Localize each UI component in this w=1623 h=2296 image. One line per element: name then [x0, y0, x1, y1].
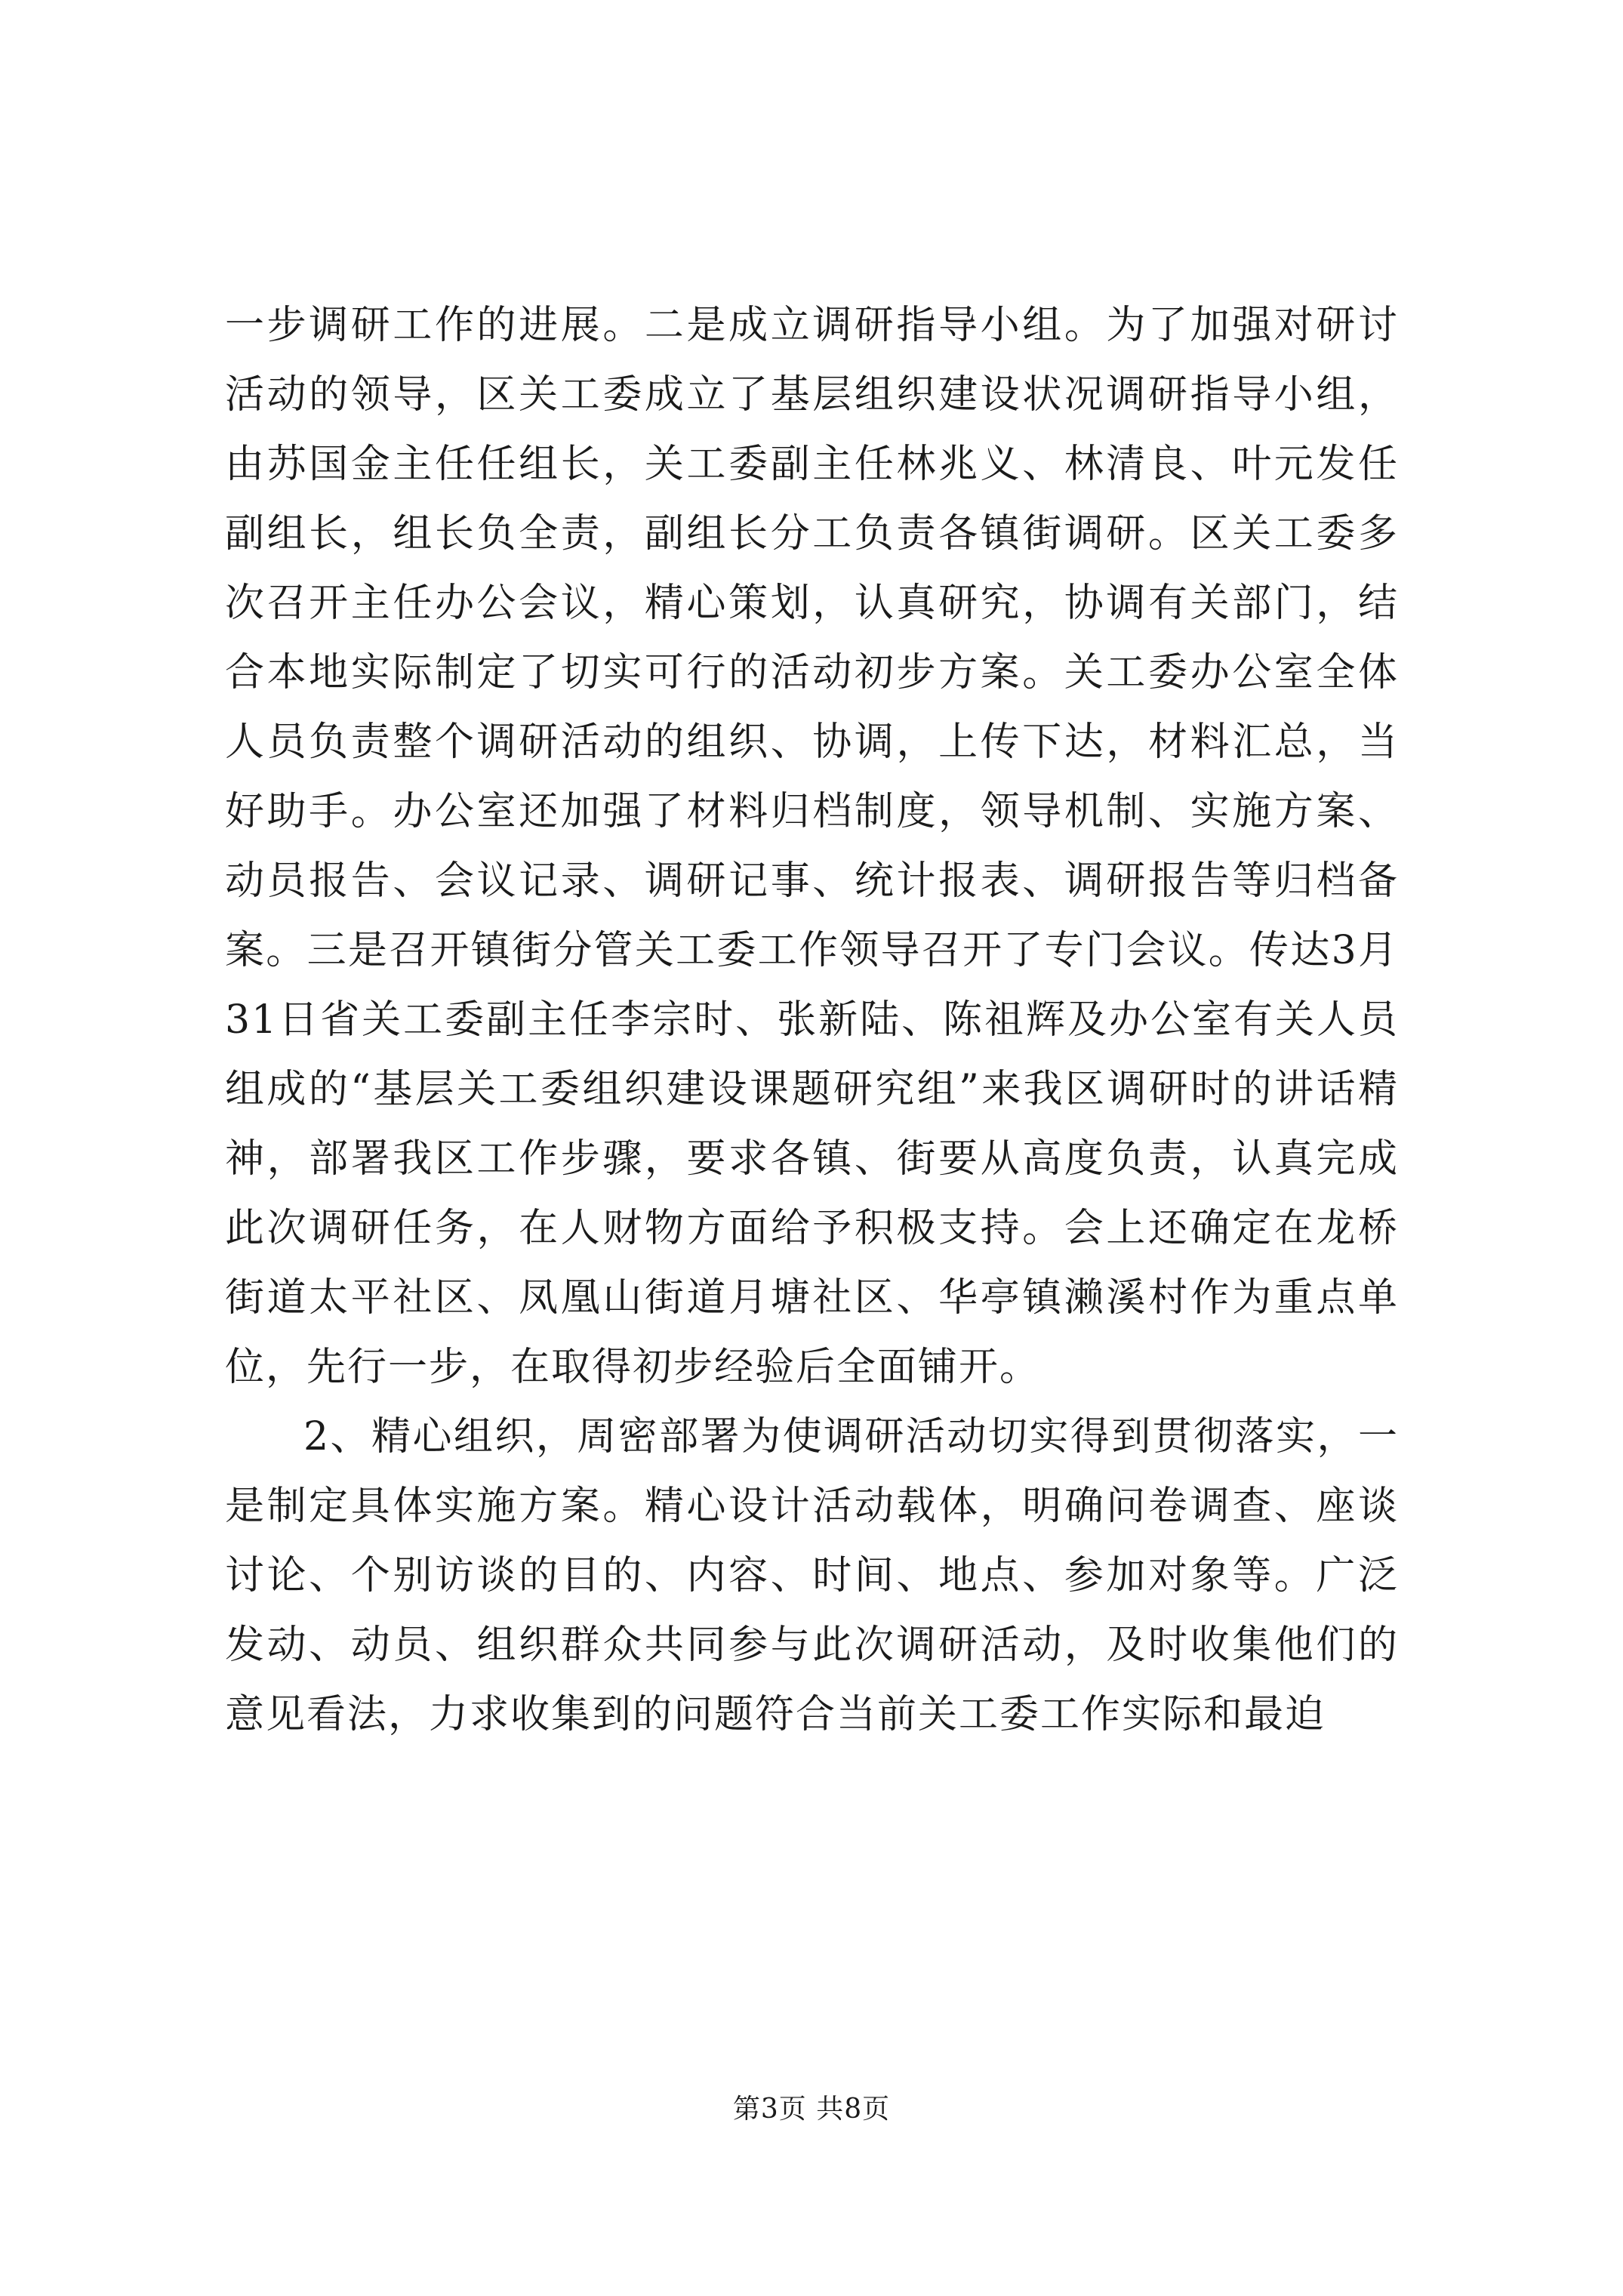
document-body — [225, 291, 1399, 1749]
paragraph-2: 2、精心组织，周密部署为使调研活动切实得到贯彻落实，一是制定具体实施方案。精心设计活动载体，明确问卷调查、座谈讨论、个别访谈的目的、内容、时间、地点、参加对象等。广泛发动、动员、组织群众共同参与此次调研活动，及时收集他们的意见看法，力求收集到的问题符合当前关工委工作实际和最迫 — [225, 1414, 1399, 1737]
paragraph-1: 一步调研工作的进展。二是成立调研指导小组。为了加强对研讨活动的领导，区关工委成立了基层组织建设状况调研指导小组，由苏国金主任任组长，关工委副主任林兆义、林清良、叶元发任副组长，组长负全责，副组长分工负责各镇街调研。区关工委多次召开主任办公会议，精心策划，认真研究，协调有关部门，结合本地实际制定了切实可行的活动初步方案。关工委办公室全体人员负责整个调研活动的组织、协调，上传下达，材料汇总，当好助手。办公室还加强了材料归档制度，领导机制、实施方案、动员报告、会议记录、调研记事、统计报表、调研报告等归档备案。三是召开镇街分管关工委工作领导召开了专门会议。传达3月31日省关工委副主任李宗时、张新陆、陈祖辉及办公室有关人员组成的“基层关工委组织建设课题研究组”来我区调研时的讲话精神，部署我区工作步骤，要求各镇、街要从高度负责，认真完成此次调研任务，在人财物方面给予积极支持。会上还确定在龙桥街道太平社区、凤凰山街道月塘社区、华亭镇濑溪村作为重点单位，先行一步，在取得初步经验后全面铺开。 — [225, 303, 1399, 1390]
page-number-footer: 第3页 共8页 — [732, 2094, 891, 2125]
